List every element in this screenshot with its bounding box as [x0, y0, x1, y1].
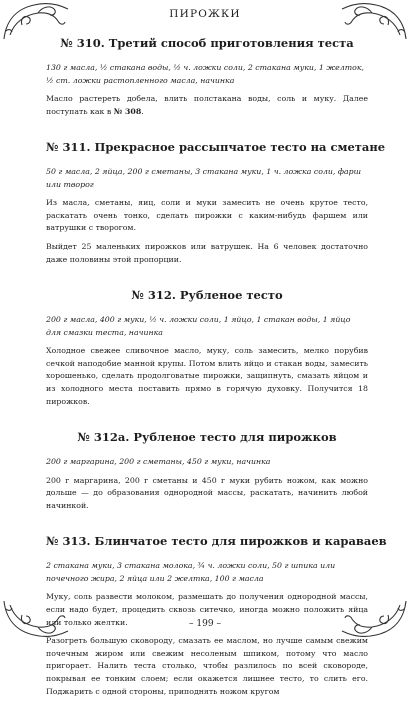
paragraph-text: Масло растереть добела, влить полстакана воды, соль и муку. Далее поступать как в	[46, 94, 368, 116]
recipe-312a	[46, 430, 368, 512]
recipe-title: № 312а. Рубленое тесто для пирожков	[77, 430, 337, 445]
ingredients-list: 200 г маргарина, 200 г сметаны, 450 г муки, начинка	[46, 457, 271, 467]
recipe-311	[46, 140, 386, 266]
recipe-310	[46, 36, 368, 118]
instruction-paragraph: Выйдет 25 маленьких пирожков или ватрушек. На 6 человек достаточно даже половины этой пропорции.	[46, 241, 368, 264]
instruction-paragraph: Муку, соль развести молоком, размешать до получения однородной массы, если надо будет, процедить сквозь ситечко, иногда можно положить яйца или только желтки.	[46, 592, 368, 627]
corner-ornament	[2, 1, 70, 41]
running-head: ПИРОЖКИ	[169, 8, 241, 20]
page-number: – 199 –	[189, 619, 221, 629]
recipe-reference: № 308	[113, 106, 142, 116]
recipe-313	[46, 534, 387, 698]
instruction-paragraph: Разогреть большую сковороду, смазать ее маслом, но лучше самым свежим почечным жиром или свежим несоленым шпиком, потому что масло пригорает. Налить теста столько, чтобы разлилось по всей сковороде, покрывая ее тонким слоем; если окажется лишнее тесто, то слить его. Поджарить с одной стороны, приподнять ножом кругом	[46, 636, 368, 696]
paragraph-end: .	[141, 106, 144, 116]
instruction-paragraph: Холодное свежее сливочное масло, муку, соль замесить, мелко порубив сечкой наподобие манной крупы. Потом влить яйцо и стакан воды, замесить хорошенько, сделать продолговатые пирожки, защипнуть, смазать яйцом и из холодного места поставить прямо в горячую духовку. Получится 18 пирожков.	[46, 346, 368, 406]
ingredients-list: 200 г масла, 400 г муки, ½ ч. ложки соли, 1 яйцо, 1 стакан воды, 1 яйцо для смазки теста, начинка	[46, 315, 351, 337]
instruction-paragraph: Из масла, сметаны, яиц, соли и муки замесить не очень крутое тесто, раскатать очень тонко, сделать пирожки с каким-нибудь фаршем или ватрушки с творогом.	[46, 198, 368, 233]
recipe-312	[46, 288, 368, 408]
instruction-paragraph	[46, 93, 368, 118]
ingredients-list: 50 г масла, 2 яйца, 200 г сметаны, 3 стакана муки, 1 ч. ложка соли, фарш или творог	[46, 167, 361, 189]
ingredients-list: 2 стакана муки, 3 стакана молока, ¾ ч. ложки соли, 50 г шпика или почечного жира, 2 яйца или 2 желтка, 100 г масла	[46, 561, 336, 583]
recipe-title: № 313. Блинчатое тесто для пирожков и караваев	[46, 534, 387, 549]
page-content	[46, 36, 387, 704]
instruction-paragraph: 200 г маргарина, 200 г сметаны и 450 г муки рубить ножом, как можно дольше — до образования однородной массы, раскатать, начинить любой начинкой.	[46, 475, 368, 510]
ingredients-list: 130 г масла, ½ стакана воды, ½ ч. ложки соли, 2 стакана муки, 1 желток, ½ ст. ложки растопленного масла, начинка	[46, 63, 364, 85]
recipe-title: № 311. Прекрасное рассыпчатое тесто на сметане	[46, 140, 386, 155]
corner-ornament	[340, 1, 408, 41]
recipe-title: № 310. Третий способ приготовления теста	[60, 36, 354, 50]
recipe-title: № 312. Рубленое тесто	[131, 288, 283, 303]
